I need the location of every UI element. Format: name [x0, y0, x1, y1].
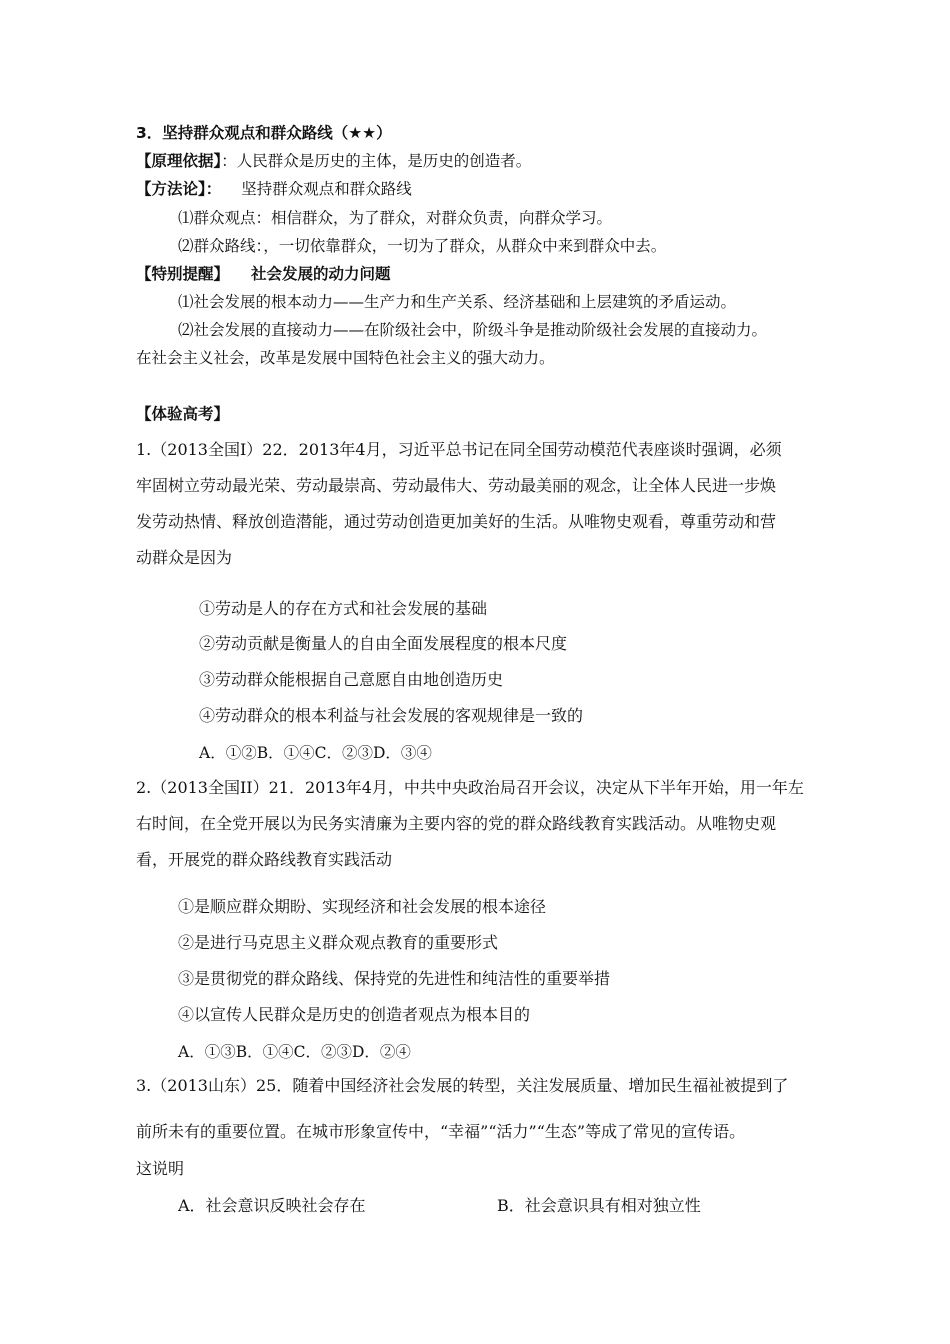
q2-option: ②是进行马克思主义群众观点教育的重要形式: [178, 933, 499, 952]
q3-choice-a: A．社会意识反映社会存在: [178, 1196, 366, 1215]
reminder-point-2-cont: 在社会主义社会，改革是发展中国特色社会主义的强大动力。: [136, 349, 555, 367]
basis-label: 【原理依据】: [136, 152, 222, 170]
section-title: 3．坚持群众观点和群众路线（★★）: [136, 124, 392, 142]
reminder-point-1: ⑴社会发展的根本动力——生产力和生产关系、经济基础和上层建筑的矛盾运动。: [178, 293, 737, 311]
exam-heading: 【体验高考】: [136, 405, 230, 423]
q2-option: ③是贯彻党的群众路线、保持党的先进性和纯洁性的重要举措: [178, 969, 611, 988]
q2-line: 看，开展党的群众路线教育实践活动: [136, 850, 393, 869]
method-text: 坚持群众观点和群众路线: [241, 180, 412, 198]
basis-line: [136, 151, 531, 171]
q1-line: 动群众是因为: [136, 548, 233, 567]
mass-line: ⑵群众路线：，一切依靠群众，一切为了群众，从群众中来到群众中去。: [178, 237, 667, 255]
q3-line: 这说明: [136, 1159, 185, 1178]
q3-line: 3.（2013山东）25．随着中国经济社会发展的转型，关注发展质量、增加民生福祉被提到了: [136, 1076, 789, 1095]
q1-option: ②劳动贡献是衡量人的自由全面发展程度的根本尺度: [199, 634, 568, 653]
q2-option: ①是顺应群众期盼、实现经济和社会发展的根本途径: [178, 897, 547, 916]
q2-line: 2.（2013全国II）21．2013年4月，中共中央政治局召开会议，决定从下半年开始，用一年左: [136, 778, 804, 797]
q1-option: ④劳动群众的根本利益与社会发展的客观规律是一致的: [199, 706, 584, 725]
method-line: [136, 179, 412, 199]
q2-choices: A．①③B．①④C．②③D．②④: [178, 1043, 411, 1061]
mass-viewpoint: ⑴群众观点：相信群众，为了群众，对群众负责，向群众学习。: [178, 209, 613, 227]
q2-line: 右时间，在全党开展以为民务实清廉为主要内容的党的群众路线教育实践活动。从唯物史观: [136, 814, 777, 833]
q1-line: 牢固树立劳动最光荣、劳动最崇高、劳动最伟大、劳动最美丽的观念，让全体人民进一步焕: [136, 476, 777, 495]
q1-line: 发劳动热情、释放创造潜能，通过劳动创造更加美好的生活。从唯物史观看，尊重劳动和营: [136, 512, 777, 531]
q1-option: ①劳动是人的存在方式和社会发展的基础: [199, 599, 488, 618]
basis-text: ：人民群众是历史的主体，是历史的创造者。: [221, 152, 532, 170]
q1-line: 1.（2013全国Ⅰ）22．2013年4月，习近平总书记在同全国劳动模范代表座谈时强调，必须: [136, 440, 782, 459]
q2-option: ④以宣传人民群众是历史的创造者观点为根本目的: [178, 1005, 531, 1024]
q1-choices: A．①②B．①④C．②③D．③④: [199, 744, 432, 762]
q3-line: 前所未有的重要位置。在城市形象宣传中，“幸福”“活力”“生态”等成了常见的宣传语。: [136, 1122, 746, 1141]
q3-choice-b: B．社会意识具有相对独立性: [497, 1196, 701, 1215]
reminder-point-2: ⑵社会发展的直接动力——在阶级社会中，阶级斗争是推动阶级社会发展的直接动力。: [178, 321, 768, 339]
method-label: 【方法论】：: [136, 180, 222, 198]
reminder-label: 【特别提醒】: [136, 265, 230, 283]
reminder-title: 社会发展的动力问题: [251, 265, 391, 283]
reminder-line: [136, 264, 391, 284]
q1-option: ③劳动群众能根据自己意愿自由地创造历史: [199, 670, 504, 689]
